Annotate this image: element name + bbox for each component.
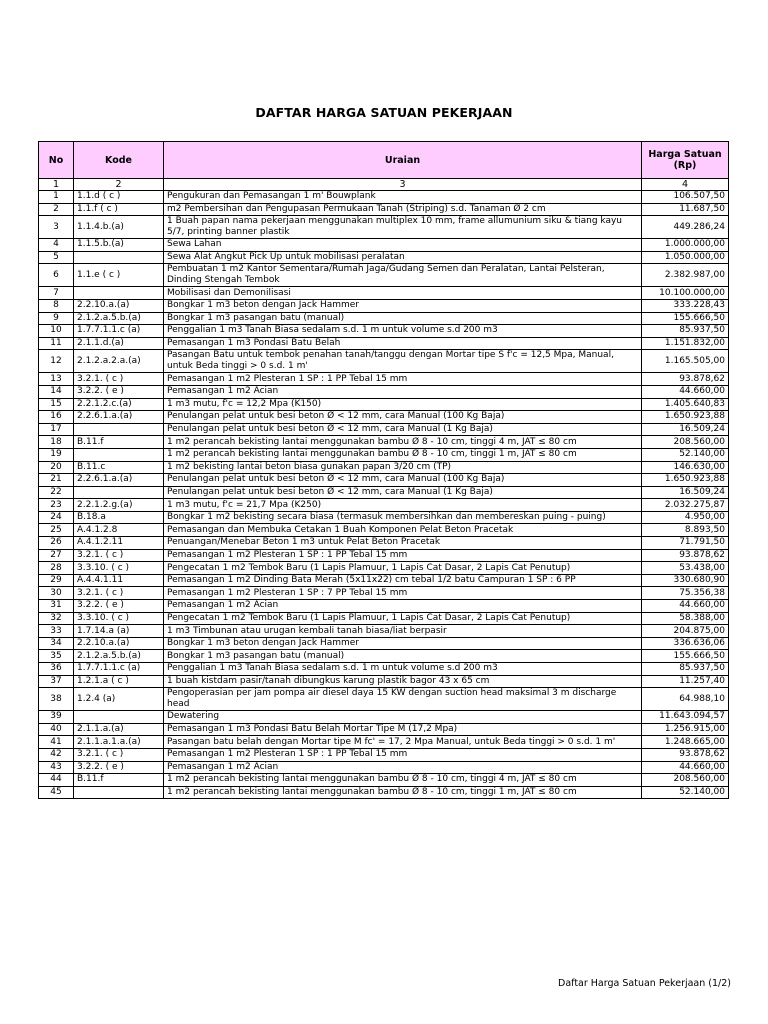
cell-kode: 3.2.1. ( c ) — [74, 748, 164, 761]
cell-no: 21 — [39, 474, 74, 487]
cell-no: 15 — [39, 398, 74, 411]
cell-kode: 1.7.7.1.1.c (a) — [74, 663, 164, 676]
table-row — [39, 461, 729, 474]
cell-harga: 204.875,00 — [642, 625, 729, 638]
cell-kode: B.18.a — [74, 511, 164, 524]
cell-harga: 208.560,00 — [642, 436, 729, 449]
cell-uraian: Pengecatan 1 m2 Tembok Baru (1 Lapis Plamuur, 1 Lapis Cat Dasar, 2 Lapis Cat Penutup) — [164, 612, 642, 625]
table-row — [39, 562, 729, 575]
table-row — [39, 499, 729, 512]
cell-harga: 1.256.915,00 — [642, 723, 729, 736]
cell-harga: 449.286,24 — [642, 216, 729, 239]
cell-kode: 1.1.d ( c ) — [74, 191, 164, 204]
table-header-row — [39, 142, 729, 179]
col-number-1: 1 — [39, 179, 74, 191]
header-harga: Harga Satuan (Rp) — [642, 142, 729, 179]
cell-no: 30 — [39, 587, 74, 600]
cell-no: 31 — [39, 600, 74, 613]
cell-kode: 1.1.5.b.(a) — [74, 239, 164, 252]
cell-kode: 1.1.4.b.(a) — [74, 216, 164, 239]
table-row — [39, 299, 729, 312]
cell-harga: 155.666,50 — [642, 312, 729, 325]
cell-no: 23 — [39, 499, 74, 512]
cell-harga: 1.165.505,00 — [642, 350, 729, 373]
table-row — [39, 761, 729, 774]
cell-kode: 2.2.1.2.c.(a) — [74, 398, 164, 411]
cell-no: 13 — [39, 373, 74, 386]
cell-harga: 8.893,50 — [642, 524, 729, 537]
cell-harga: 10.100.000,00 — [642, 287, 729, 300]
cell-harga: 93.878,62 — [642, 748, 729, 761]
cell-no: 34 — [39, 637, 74, 650]
cell-harga: 85.937,50 — [642, 663, 729, 676]
cell-uraian: 1 m3 mutu, f'c = 21,7 Mpa (K250) — [164, 499, 642, 512]
cell-no: 38 — [39, 688, 74, 711]
table-row — [39, 350, 729, 373]
cell-kode — [74, 448, 164, 461]
cell-kode: 3.2.1. ( c ) — [74, 549, 164, 562]
cell-kode: 2.1.1.a.(a) — [74, 723, 164, 736]
table-row — [39, 448, 729, 461]
table-row — [39, 436, 729, 449]
table-row — [39, 511, 729, 524]
table-body — [39, 191, 729, 799]
cell-kode: A.4.4.1.11 — [74, 574, 164, 587]
cell-kode: 3.2.1. ( c ) — [74, 587, 164, 600]
cell-no: 20 — [39, 461, 74, 474]
cell-kode: 1.7.14.a (a) — [74, 625, 164, 638]
cell-uraian: Dewatering — [164, 711, 642, 724]
table-row — [39, 688, 729, 711]
table-row — [39, 774, 729, 787]
cell-no: 24 — [39, 511, 74, 524]
cell-uraian: 1 m2 bekisting lantai beton biasa gunakan papan 3/20 cm (TP) — [164, 461, 642, 474]
table-row — [39, 663, 729, 676]
table-row — [39, 216, 729, 239]
cell-kode: 1.2.4 (a) — [74, 688, 164, 711]
cell-kode: A.4.1.2.8 — [74, 524, 164, 537]
cell-harga: 2.382.987,00 — [642, 264, 729, 287]
cell-harga: 85.937,50 — [642, 325, 729, 338]
cell-kode — [74, 251, 164, 264]
header-uraian: Uraian — [164, 142, 642, 179]
price-table — [38, 141, 729, 799]
cell-no: 17 — [39, 423, 74, 436]
cell-harga: 146.630,00 — [642, 461, 729, 474]
cell-uraian: Bongkar 1 m3 beton dengan Jack Hammer — [164, 299, 642, 312]
table-row — [39, 373, 729, 386]
cell-uraian: Pemasangan 1 m2 Plesteran 1 SP : 1 PP Tebal 15 mm — [164, 748, 642, 761]
cell-uraian: Pembuatan 1 m2 Kantor Sementara/Rumah Jaga/Gudang Semen dan Peralatan, Lantai Pelsteran, Dinding Stengah Tembok — [164, 264, 642, 287]
cell-uraian: m2 Pembersihan dan Pengupasan Permukaan Tanah (Striping) s.d. Tanaman Ø 2 cm — [164, 203, 642, 216]
cell-uraian: Penulangan pelat untuk besi beton Ø < 12 mm, cara Manual (1 Kg Baja) — [164, 486, 642, 499]
cell-uraian: Pemasangan 1 m2 Acian — [164, 600, 642, 613]
cell-kode: 2.1.1.d.(a) — [74, 337, 164, 350]
col-number-4: 4 — [642, 179, 729, 191]
cell-kode — [74, 786, 164, 799]
cell-kode: 1.2.1.a ( c ) — [74, 675, 164, 688]
cell-uraian: Mobilisasi dan Demonilisasi — [164, 287, 642, 300]
cell-kode: 3.2.2. ( e ) — [74, 385, 164, 398]
cell-kode — [74, 423, 164, 436]
page-footer: Daftar Harga Satuan Pekerjaan (1/2) — [558, 978, 731, 989]
table-row — [39, 486, 729, 499]
cell-harga: 11.643.094,57 — [642, 711, 729, 724]
header-kode: Kode — [74, 142, 164, 179]
cell-kode: 2.2.10.a.(a) — [74, 637, 164, 650]
cell-harga: 1.650.923,88 — [642, 411, 729, 424]
cell-uraian: Pemasangan 1 m2 Acian — [164, 385, 642, 398]
table-row — [39, 474, 729, 487]
cell-kode: 2.1.1.a.1.a.(a) — [74, 736, 164, 749]
cell-harga: 106.507,50 — [642, 191, 729, 204]
cell-uraian: 1 m2 perancah bekisting lantai menggunakan bambu Ø 8 - 10 cm, tinggi 4 m, JAT ≤ 80 cm — [164, 436, 642, 449]
cell-uraian: Sewa Alat Angkut Pick Up untuk mobilisasi peralatan — [164, 251, 642, 264]
cell-uraian: Pemasangan 1 m2 Plesteran 1 SP : 1 PP Tebal 15 mm — [164, 373, 642, 386]
table-row — [39, 549, 729, 562]
cell-uraian: Bongkar 1 m2 bekisting secara biasa (termasuk membersihkan dan membereskan puing - puing) — [164, 511, 642, 524]
table-row — [39, 325, 729, 338]
cell-uraian: Penggalian 1 m3 Tanah Biasa sedalam s.d. 1 m untuk volume s.d 200 m3 — [164, 663, 642, 676]
cell-uraian: Pengukuran dan Pemasangan 1 m' Bouwplank — [164, 191, 642, 204]
table-row — [39, 600, 729, 613]
table-row — [39, 786, 729, 799]
col-number-3: 3 — [164, 179, 642, 191]
cell-no: 43 — [39, 761, 74, 774]
table-row — [39, 239, 729, 252]
cell-no: 11 — [39, 337, 74, 350]
cell-harga: 16.509,24 — [642, 423, 729, 436]
table-row — [39, 612, 729, 625]
cell-uraian: Pengecatan 1 m2 Tembok Baru (1 Lapis Plamuur, 1 Lapis Cat Dasar, 2 Lapis Cat Penutup) — [164, 562, 642, 575]
cell-uraian: 1 Buah papan nama pekerjaan menggunakan multiplex 10 mm, frame allumunium siku & tiang kayu 5/7, printing banner plastik — [164, 216, 642, 239]
cell-kode: 3.2.1. ( c ) — [74, 373, 164, 386]
cell-harga: 93.878,62 — [642, 373, 729, 386]
cell-uraian: Pemasangan 1 m3 Pondasi Batu Belah Mortar Tipe M (17,2 Mpa) — [164, 723, 642, 736]
cell-harga: 16.509,24 — [642, 486, 729, 499]
cell-no: 5 — [39, 251, 74, 264]
cell-uraian: Pemasangan 1 m2 Dinding Bata Merah (5x11x22) cm tebal 1/2 batu Campuran 1 SP : 6 PP — [164, 574, 642, 587]
table-row — [39, 411, 729, 424]
cell-uraian: Pemasangan dan Membuka Cetakan 1 Buah Komponen Pelat Beton Pracetak — [164, 524, 642, 537]
cell-uraian: Pemasangan 1 m2 Plesteran 1 SP : 1 PP Tebal 15 mm — [164, 549, 642, 562]
cell-uraian: Pemasangan 1 m2 Plesteran 1 SP : 7 PP Tebal 15 mm — [164, 587, 642, 600]
cell-harga: 71.791,50 — [642, 537, 729, 550]
cell-no: 32 — [39, 612, 74, 625]
cell-harga: 44.660,00 — [642, 385, 729, 398]
cell-uraian: Pasangan batu belah dengan Mortar tipe M fc' = 17, 2 Mpa Manual, untuk Beda tinggi > 0 s.d. 1 m' — [164, 736, 642, 749]
cell-kode: 2.1.2.a.5.b.(a) — [74, 312, 164, 325]
cell-harga: 58.388,00 — [642, 612, 729, 625]
cell-kode: 2.1.2.a.5.b.(a) — [74, 650, 164, 663]
cell-kode: 3.2.2. ( e ) — [74, 761, 164, 774]
cell-harga: 1.405.640,83 — [642, 398, 729, 411]
cell-no: 16 — [39, 411, 74, 424]
table-row — [39, 337, 729, 350]
cell-harga: 11.257,40 — [642, 675, 729, 688]
cell-no: 26 — [39, 537, 74, 550]
cell-kode: A.4.1.2.11 — [74, 537, 164, 550]
cell-no: 14 — [39, 385, 74, 398]
cell-kode — [74, 287, 164, 300]
cell-no: 18 — [39, 436, 74, 449]
cell-harga: 208.560,00 — [642, 774, 729, 787]
table-row — [39, 748, 729, 761]
table-row — [39, 537, 729, 550]
cell-uraian: 1 m2 perancah bekisting lantai menggunakan bambu Ø 8 - 10 cm, tinggi 1 m, JAT ≤ 80 cm — [164, 786, 642, 799]
cell-kode: 1.1.f ( c ) — [74, 203, 164, 216]
cell-no: 9 — [39, 312, 74, 325]
table-row — [39, 203, 729, 216]
cell-harga: 64.988,10 — [642, 688, 729, 711]
cell-uraian: Bongkar 1 m3 beton dengan Jack Hammer — [164, 637, 642, 650]
cell-harga: 1.050.000,00 — [642, 251, 729, 264]
cell-harga: 2.032.275,87 — [642, 499, 729, 512]
cell-uraian: Penuangan/Menebar Beton 1 m3 untuk Pelat Beton Pracetak — [164, 537, 642, 550]
cell-no: 2 — [39, 203, 74, 216]
table-row — [39, 711, 729, 724]
cell-kode: B.11.f — [74, 774, 164, 787]
cell-uraian: Penulangan pelat untuk besi beton Ø < 12 mm, cara Manual (100 Kg Baja) — [164, 474, 642, 487]
cell-kode: 2.2.10.a.(a) — [74, 299, 164, 312]
cell-kode: 3.3.10. ( c ) — [74, 612, 164, 625]
cell-no: 44 — [39, 774, 74, 787]
cell-no: 35 — [39, 650, 74, 663]
cell-no: 28 — [39, 562, 74, 575]
cell-no: 12 — [39, 350, 74, 373]
table-row — [39, 287, 729, 300]
page-title: DAFTAR HARGA SATUAN PEKERJAAN — [255, 105, 513, 120]
cell-no: 40 — [39, 723, 74, 736]
cell-no: 6 — [39, 264, 74, 287]
cell-no: 19 — [39, 448, 74, 461]
cell-harga: 52.140,00 — [642, 448, 729, 461]
cell-kode: 1.7.7.1.1.c (a) — [74, 325, 164, 338]
col-number-2: 2 — [74, 179, 164, 191]
cell-uraian: Pengoperasian per jam pompa air diesel daya 15 KW dengan suction head maksimal 3 m discharge head — [164, 688, 642, 711]
table-row — [39, 251, 729, 264]
table-row — [39, 650, 729, 663]
cell-no: 27 — [39, 549, 74, 562]
cell-harga: 44.660,00 — [642, 600, 729, 613]
cell-uraian: Sewa Lahan — [164, 239, 642, 252]
cell-no: 10 — [39, 325, 74, 338]
cell-uraian: 1 buah kistdam pasir/tanah dibungkus karung plastik bagor 43 x 65 cm — [164, 675, 642, 688]
cell-no: 36 — [39, 663, 74, 676]
table-row — [39, 385, 729, 398]
cell-uraian: 1 m2 perancah bekisting lantai menggunakan bambu Ø 8 - 10 cm, tinggi 4 m, JAT ≤ 80 cm — [164, 774, 642, 787]
cell-uraian: 1 m3 Timbunan atau urugan kembali tanah biasa/liat berpasir — [164, 625, 642, 638]
table-row — [39, 637, 729, 650]
cell-harga: 155.666,50 — [642, 650, 729, 663]
table-row — [39, 723, 729, 736]
cell-kode: 2.2.6.1.a.(a) — [74, 411, 164, 424]
table-row — [39, 423, 729, 436]
cell-kode: 2.2.6.1.a.(a) — [74, 474, 164, 487]
cell-uraian: Bongkar 1 m3 pasangan batu (manual) — [164, 312, 642, 325]
cell-harga: 44.660,00 — [642, 761, 729, 774]
cell-kode: 1.1.e ( c ) — [74, 264, 164, 287]
table-row — [39, 587, 729, 600]
cell-harga: 11.687,50 — [642, 203, 729, 216]
cell-kode: 2.1.2.a.2.a.(a) — [74, 350, 164, 373]
cell-harga: 1.650.923,88 — [642, 474, 729, 487]
cell-uraian: Penggalian 1 m3 Tanah Biasa sedalam s.d. 1 m untuk volume s.d 200 m3 — [164, 325, 642, 338]
cell-uraian: 1 m2 perancah bekisting lantai menggunakan bambu Ø 8 - 10 cm, tinggi 1 m, JAT ≤ 80 cm — [164, 448, 642, 461]
cell-harga: 52.140,00 — [642, 786, 729, 799]
cell-no: 1 — [39, 191, 74, 204]
cell-kode: B.11.c — [74, 461, 164, 474]
cell-kode: B.11.f — [74, 436, 164, 449]
cell-harga: 75.356,38 — [642, 587, 729, 600]
cell-no: 3 — [39, 216, 74, 239]
cell-uraian: 1 m3 mutu, f'c = 12,2 Mpa (K150) — [164, 398, 642, 411]
cell-uraian: Penulangan pelat untuk besi beton Ø < 12 mm, cara Manual (100 Kg Baja) — [164, 411, 642, 424]
cell-harga: 330.680,90 — [642, 574, 729, 587]
column-number-row — [39, 179, 729, 191]
cell-no: 22 — [39, 486, 74, 499]
cell-kode: 3.2.2. ( e ) — [74, 600, 164, 613]
table-row — [39, 398, 729, 411]
cell-no: 37 — [39, 675, 74, 688]
cell-harga: 93.878,62 — [642, 549, 729, 562]
cell-harga: 53.438,00 — [642, 562, 729, 575]
table-row — [39, 191, 729, 204]
cell-no: 4 — [39, 239, 74, 252]
cell-no: 29 — [39, 574, 74, 587]
table-row — [39, 312, 729, 325]
cell-no: 39 — [39, 711, 74, 724]
table-row — [39, 736, 729, 749]
cell-uraian: Bongkar 1 m3 pasangan batu (manual) — [164, 650, 642, 663]
cell-no: 33 — [39, 625, 74, 638]
table-row — [39, 264, 729, 287]
cell-harga: 1.000.000,00 — [642, 239, 729, 252]
cell-kode — [74, 486, 164, 499]
cell-harga: 1.151.832,00 — [642, 337, 729, 350]
cell-kode: 2.2.1.2.g.(a) — [74, 499, 164, 512]
cell-uraian: Pasangan Batu untuk tembok penahan tanah/tanggu dengan Mortar tipe S f'c = 12,5 Mpa, Manual, untuk Beda tinggi > 0 s.d. 1 m' — [164, 350, 642, 373]
cell-harga: 333.228,43 — [642, 299, 729, 312]
table-row — [39, 625, 729, 638]
cell-no: 8 — [39, 299, 74, 312]
table-row — [39, 574, 729, 587]
cell-uraian: Penulangan pelat untuk besi beton Ø < 12 mm, cara Manual (1 Kg Baja) — [164, 423, 642, 436]
cell-no: 25 — [39, 524, 74, 537]
table-row — [39, 675, 729, 688]
cell-kode: 3.3.10. ( c ) — [74, 562, 164, 575]
cell-no: 7 — [39, 287, 74, 300]
cell-harga: 336.636,06 — [642, 637, 729, 650]
header-no: No — [39, 142, 74, 179]
cell-kode — [74, 711, 164, 724]
cell-no: 42 — [39, 748, 74, 761]
cell-harga: 4.950,00 — [642, 511, 729, 524]
cell-harga: 1.248.665,00 — [642, 736, 729, 749]
cell-uraian: Pemasangan 1 m2 Acian — [164, 761, 642, 774]
table-row — [39, 524, 729, 537]
cell-uraian: Pemasangan 1 m3 Pondasi Batu Belah — [164, 337, 642, 350]
cell-no: 41 — [39, 736, 74, 749]
cell-no: 45 — [39, 786, 74, 799]
